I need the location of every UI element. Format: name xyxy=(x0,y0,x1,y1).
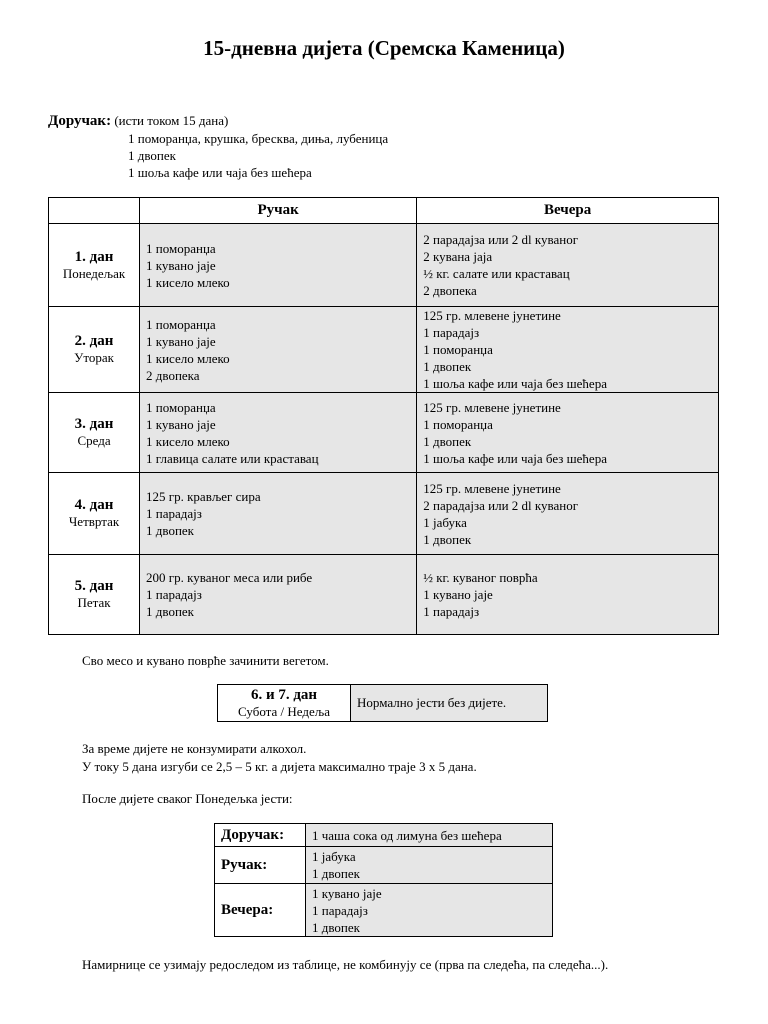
day-number: 1. дан xyxy=(74,248,114,265)
weekly-diet-table xyxy=(48,197,719,635)
dinner-item: 1 двопек xyxy=(423,433,472,449)
lunch-item: 1 кувано јаје xyxy=(146,257,216,273)
meal-item: 1 двопек xyxy=(312,866,360,881)
day-cell xyxy=(49,224,140,307)
weekend-note: Нормално јести без дијете. xyxy=(351,685,548,722)
meal-item: 1 кувано јаје xyxy=(312,885,382,901)
table-row xyxy=(49,393,719,473)
weekend-weekdays: Субота / Недеља xyxy=(238,703,330,719)
lunch-cell xyxy=(140,307,417,393)
lunch-cell xyxy=(140,555,417,635)
lunch-item: 1 поморанџа xyxy=(146,399,216,415)
lunch-item: 125 гр. крављег сира xyxy=(146,489,261,504)
lunch-item: 1 парадајз xyxy=(146,587,202,602)
day-weekday: Среда xyxy=(77,433,111,448)
table-row xyxy=(49,307,719,393)
dinner-item: 1 поморанџа xyxy=(423,342,493,357)
lunch-item: 200 гр. куваног меса или рибе xyxy=(146,570,313,585)
dinner-cell xyxy=(417,473,719,555)
lunch-cell xyxy=(140,393,417,473)
day-number: 2. дан xyxy=(74,333,114,349)
lunch-cell xyxy=(140,224,417,307)
weekend-day: 6. и 7. дан xyxy=(250,686,318,703)
lunch-item: 1 поморанџа xyxy=(146,316,216,332)
meal-items xyxy=(306,824,553,847)
meal-label: Ручак: xyxy=(215,847,306,884)
dinner-item: 1 шоља кафе или чаја без шећера xyxy=(423,450,607,466)
table-row xyxy=(49,224,719,307)
table-row xyxy=(49,473,719,555)
dinner-cell xyxy=(417,224,719,307)
after-diet-note: После дијете сваког Понедељка јести: xyxy=(82,791,293,806)
lunch-item: 1 парадајз xyxy=(146,506,202,521)
lunch-item: 1 кисело млеко xyxy=(146,350,230,366)
table-header-row xyxy=(49,198,719,224)
table-row xyxy=(49,555,719,635)
meal-item: 1 двопек xyxy=(312,919,360,935)
dinner-item: 2 двопека xyxy=(423,283,477,298)
day-weekday: Уторак xyxy=(74,350,114,365)
dinner-item: ½ кг. куваног поврћа xyxy=(423,570,538,585)
day-cell xyxy=(49,393,140,473)
dinner-cell xyxy=(417,555,719,635)
day-number: 4. дан xyxy=(74,497,114,513)
dinner-cell xyxy=(417,307,719,393)
table-row xyxy=(215,824,553,847)
day-number: 3. дан xyxy=(74,416,114,432)
day-cell xyxy=(49,307,140,393)
dinner-cell xyxy=(417,393,719,473)
weekend-table xyxy=(217,684,548,722)
lunch-item: 1 поморанџа xyxy=(146,240,216,256)
alcohol-note: За време дијете не конзумирати алкохол. xyxy=(82,741,307,756)
table-header-dinner: Вечера xyxy=(417,198,719,224)
page-title: 15-дневна дијета (Сремска Каменица) xyxy=(203,36,565,60)
table-header-empty xyxy=(49,198,140,224)
breakfast-item: 1 шоља кафе или чаја без шећера xyxy=(128,165,312,180)
dinner-item: 125 гр. млевене јунетине xyxy=(423,308,561,323)
lunch-item: 2 двопека xyxy=(146,367,200,383)
lunch-item: 1 кувано јаје xyxy=(146,333,216,349)
dinner-item: ½ кг. салате или краставац xyxy=(423,266,570,281)
lunch-item: 1 кисело млеко xyxy=(146,433,230,449)
lunch-cell xyxy=(140,473,417,555)
dinner-item: 2 парадајза или 2 dl куваног xyxy=(423,497,579,513)
breakfast-item: 1 поморанџа, крушка, бресква, диња, лубеница xyxy=(128,131,389,146)
breakfast-note: (исти током 15 дана) xyxy=(114,113,229,128)
meal-items xyxy=(306,884,553,937)
table-row xyxy=(215,847,553,884)
lunch-item: 1 главица салате или краставац xyxy=(146,450,319,466)
dinner-item: 1 кувано јаје xyxy=(423,587,493,602)
lunch-item: 1 кисело млеко xyxy=(146,274,230,290)
dinner-item: 125 гр. млевене јунетине xyxy=(423,480,561,496)
lunch-item: 1 двопек xyxy=(146,604,194,619)
breakfast-item: 1 двопек xyxy=(128,148,176,163)
meal-items xyxy=(306,847,553,884)
day-weekday: Четвртак xyxy=(68,514,120,529)
day-weekday: Петак xyxy=(77,595,111,610)
dinner-item: 1 двопек xyxy=(423,359,472,374)
result-note: У току 5 дана изгуби се 2,5 – 5 кг. а дијета максимално траје 3 x 5 дана. xyxy=(82,759,477,774)
breakfast-items xyxy=(128,130,388,181)
meal-item: 1 чаша сока од лимуна без шећера xyxy=(312,827,502,843)
dinner-item: 1 шоља кафе или чаја без шећера xyxy=(423,376,607,391)
dinner-item: 1 јабука xyxy=(423,514,467,530)
day-number: 5. дан xyxy=(74,578,114,594)
meal-label: Вечера: xyxy=(215,884,306,937)
dinner-item: 125 гр. млевене јунетине xyxy=(423,399,561,415)
breakfast-section xyxy=(48,112,388,181)
day-cell xyxy=(49,555,140,635)
dinner-item: 1 парадајз xyxy=(423,325,480,340)
day-cell xyxy=(49,473,140,555)
lunch-item: 1 кувано јаје xyxy=(146,416,216,432)
seasoning-note: Сво месо и кувано поврће зачинити вегетом. xyxy=(82,653,329,668)
after-diet-table xyxy=(214,823,553,937)
table-header-lunch: Ручак xyxy=(140,198,417,224)
table-row xyxy=(215,884,553,937)
dinner-item: 2 кувана јаја xyxy=(423,249,493,264)
dinner-item: 2 парадајза или 2 dl куваног xyxy=(423,232,579,247)
day-weekday: Понедељак xyxy=(62,265,126,281)
breakfast-label: Доручак: xyxy=(48,113,112,129)
dinner-item: 1 парадајз xyxy=(423,604,480,619)
weekend-day-cell xyxy=(218,685,351,722)
dinner-item: 1 двопек xyxy=(423,531,472,547)
dinner-item: 1 поморанџа xyxy=(423,416,493,432)
meal-item: 1 јабука xyxy=(312,849,356,864)
meal-item: 1 парадајз xyxy=(312,902,368,918)
rules-section xyxy=(82,740,477,776)
lunch-item: 1 двопек xyxy=(146,523,194,538)
order-note: Намирнице се узимају редоследом из таблице, не комбинују се (прва па следећа, па следећа...). xyxy=(82,957,609,972)
meal-label: Доручак: xyxy=(215,824,306,847)
